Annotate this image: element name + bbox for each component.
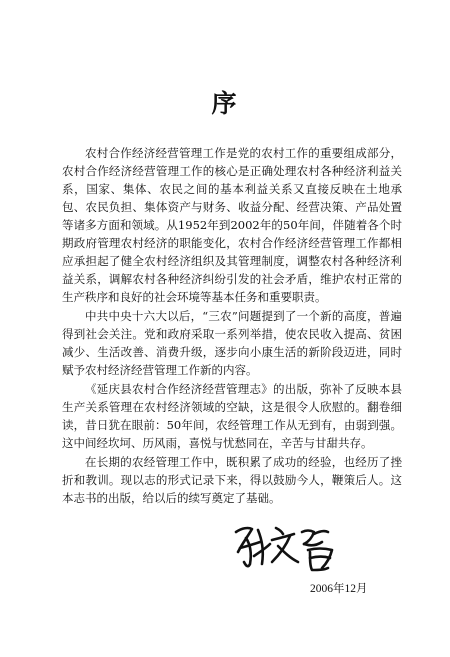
paragraph-3: 《延庆县农村合作经济经营管理志》的出版，弥补了反映本县生产关系管理在农村经济领域的空缺，这是很令人欣慰的。翻卷细读，昔日犹在眼前：50年间，农经管理工作从无到有，由弱到强。这中间经坎坷、历风雨，喜悦与忧愁同在，辛苦与甘甜共存。 [62,382,402,450]
handwritten-signature [228,518,348,578]
paragraph-1: 农村合作经济经营管理工作是党的农村工作的重要组成部分，农村合作经济经营管理工作的核心是正确处理农村各种经济利益关系，国家、集体、农民之间的基本利益关系又直接反映在土地承包、农民负担、集体资产与财务、收益分配、经营决策、产品处置等诸多方面和领域。从1952年到2002年的50年间，伴随着各个时期政府管理农村经济的职能变化，农村合作经济经营管理工作都相应承担起了健全农村经济组织及其管理制度，调整农村各种经济利益关系，调解农村各种经济纠纷引发的社会矛盾，维护农村正常的生产秩序和良好的社会环境等基本任务和重要职责。 [62,146,402,304]
preface-date: 2006年12月 [310,583,368,595]
paragraph-4: 在长期的农经管理工作中，既积累了成功的经验，也经历了挫折和教训。现以志的形式记录下来，得以鼓励今人，鞭策后人。这本志书的出版，给以后的续写奠定了基础。 [62,455,402,505]
page-title: 序 [211,89,239,118]
preface-body [62,144,402,507]
paragraph-2: 中共中央十六大以后，“三农”问题提到了一个新的高度，普遍得到社会关注。党和政府采取一系列举措，使农民收入提高、贫困减少、生活改善、消费升级，逐步向小康生活的新阶段迈进，同时赋予农村经济经营管理工作新的内容。 [62,309,402,377]
